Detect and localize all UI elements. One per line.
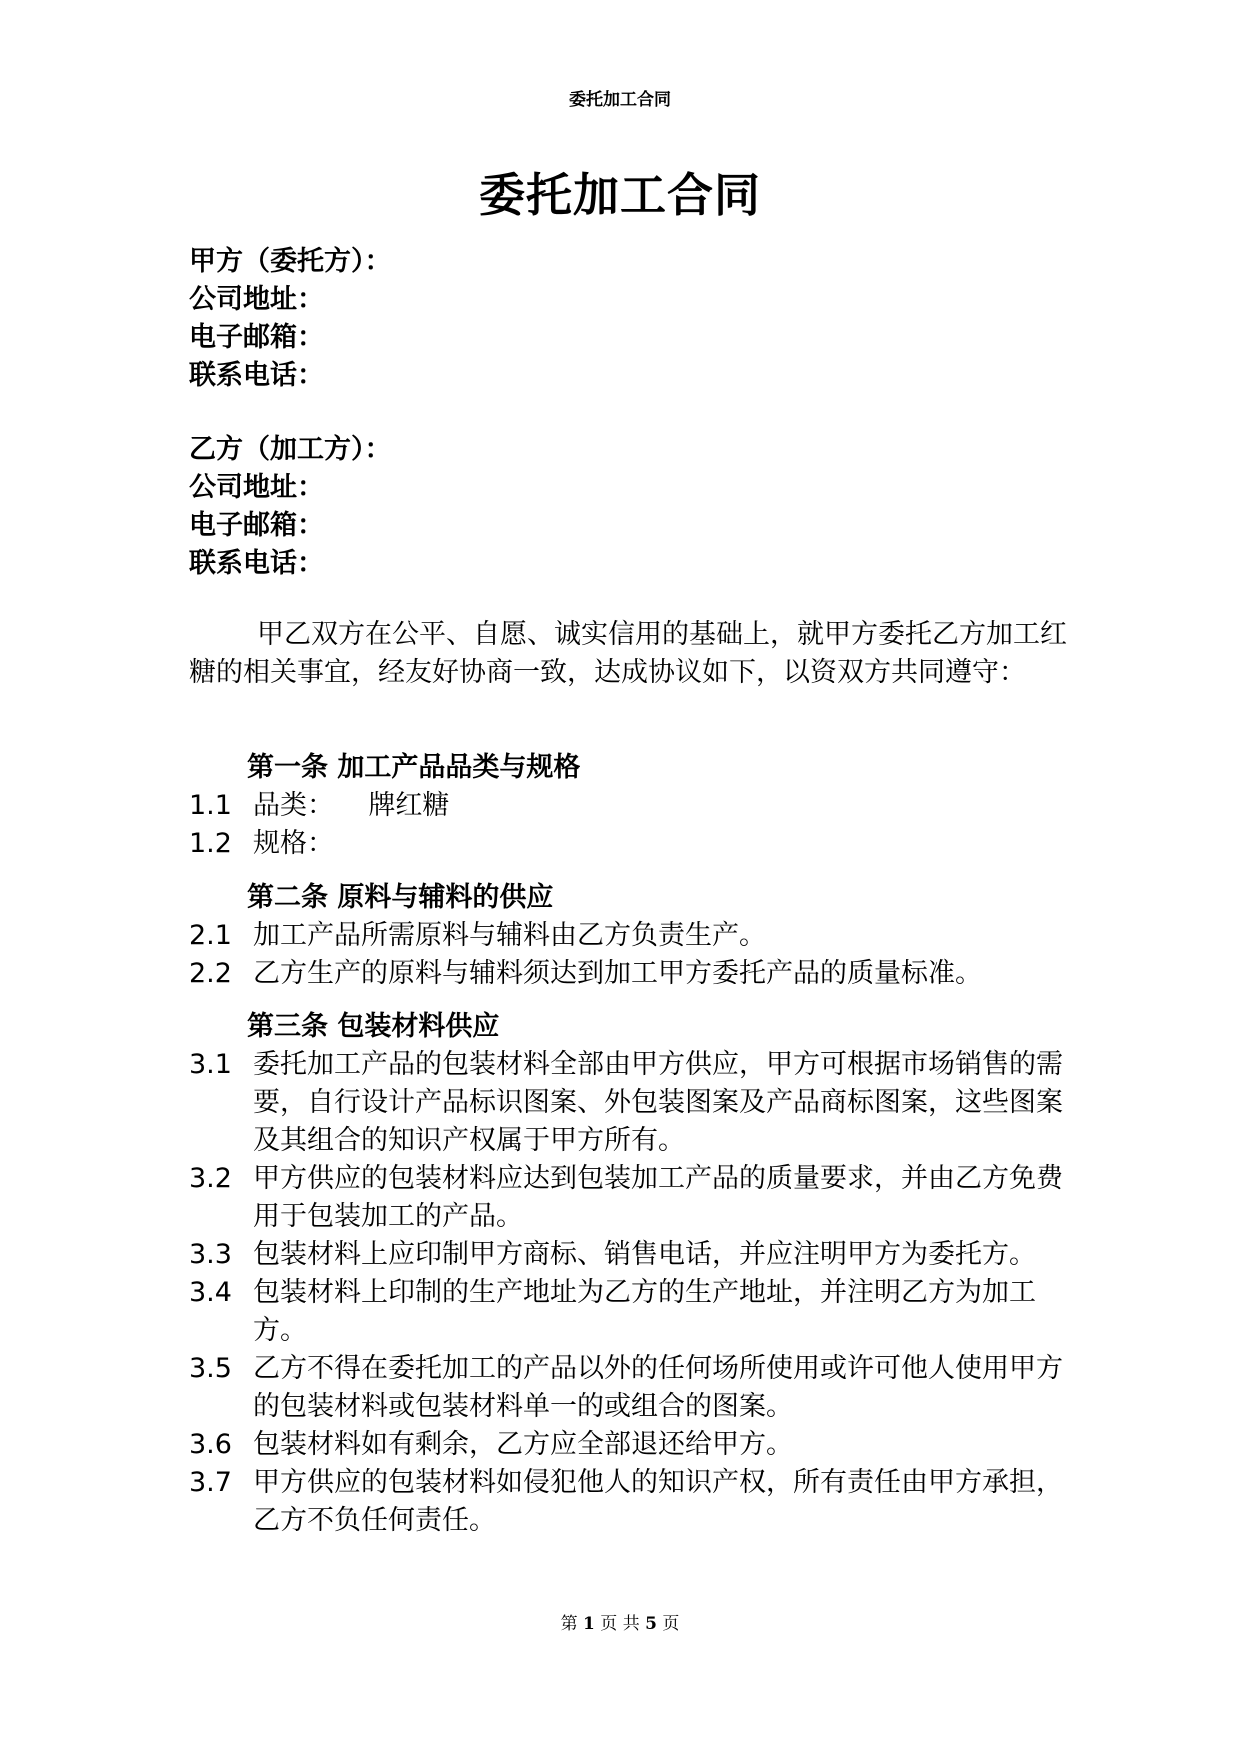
party-b-phone-label: 联系电话： bbox=[189, 548, 324, 579]
clause-number: 3.1 bbox=[189, 1049, 232, 1080]
party-b-block bbox=[189, 431, 1069, 583]
clause-text: 加工产品所需原料与辅料由乙方负责生产。 bbox=[253, 920, 766, 951]
footer-suffix: 页 bbox=[662, 1614, 680, 1634]
clause-item bbox=[189, 1046, 1069, 1160]
clause-number: 2.2 bbox=[189, 958, 232, 989]
clause-item bbox=[189, 787, 1069, 825]
footer-middle: 页 共 bbox=[600, 1614, 640, 1634]
clause-number: 3.7 bbox=[189, 1467, 232, 1498]
footer-total-pages: 5 bbox=[645, 1614, 657, 1634]
section-3 bbox=[189, 1008, 1069, 1540]
clause-item bbox=[189, 917, 1069, 955]
clause-item bbox=[189, 1350, 1069, 1426]
clause-text: 委托加工产品的包装材料全部由甲方供应，甲方可根据市场销售的需要，自行设计产品标识图案、外包装图案及产品商标图案，这些图案及其组合的知识产权属于甲方所有。 bbox=[253, 1049, 1063, 1156]
clause-number: 3.6 bbox=[189, 1429, 232, 1460]
clause-number: 3.2 bbox=[189, 1163, 232, 1194]
section-heading: 第三条 包装材料供应 bbox=[247, 1011, 500, 1042]
clause-text: 甲方供应的包装材料如侵犯他人的知识产权，所有责任由甲方承担，乙方不负任何责任。 bbox=[253, 1467, 1063, 1536]
clause-number: 1.1 bbox=[189, 790, 232, 821]
party-a-phone-label: 联系电话： bbox=[189, 360, 324, 391]
party-a-email-label: 电子邮箱： bbox=[189, 322, 324, 353]
clause-item bbox=[189, 1464, 1069, 1540]
preamble-paragraph: 甲乙双方在公平、自愿、诚实信用的基础上，就甲方委托乙方加工红糖的相关事宜，经友好协商一致，达成协议如下，以资双方共同遵守： bbox=[189, 619, 1067, 688]
footer-prefix: 第 bbox=[560, 1614, 578, 1634]
clause-text: 乙方生产的原料与辅料须达到加工甲方委托产品的质量标准。 bbox=[253, 958, 982, 989]
section-heading: 第二条 原料与辅料的供应 bbox=[247, 882, 554, 913]
clause-number: 3.3 bbox=[189, 1239, 232, 1270]
clause-item bbox=[189, 1160, 1069, 1236]
clause-text: 包装材料上应印制甲方商标、销售电话，并应注明甲方为委托方。 bbox=[253, 1239, 1036, 1270]
clause-text: 甲方供应的包装材料应达到包装加工产品的质量要求，并由乙方免费用于包装加工的产品。 bbox=[253, 1163, 1063, 1232]
clause-number: 1.2 bbox=[189, 828, 232, 859]
footer-page-number: 1 bbox=[583, 1614, 595, 1634]
clause-number: 3.4 bbox=[189, 1277, 232, 1308]
section-2 bbox=[189, 879, 1069, 993]
party-b-email-label: 电子邮箱： bbox=[189, 510, 324, 541]
party-a-address-label: 公司地址： bbox=[189, 284, 324, 315]
clause-text: 乙方不得在委托加工的产品以外的任何场所使用或许可他人使用甲方的包装材料或包装材料单一的或组合的图案。 bbox=[253, 1353, 1063, 1422]
clause-item bbox=[189, 825, 1069, 863]
clause-number: 3.5 bbox=[189, 1353, 232, 1384]
party-b-address-label: 公司地址： bbox=[189, 472, 324, 503]
page-footer bbox=[0, 1612, 1240, 1636]
clause-number: 2.1 bbox=[189, 920, 232, 951]
clause-item bbox=[189, 955, 1069, 993]
party-a-name-label: 甲方（委托方）： bbox=[189, 246, 392, 277]
clause-text: 包装材料如有剩余，乙方应全部退还给甲方。 bbox=[253, 1429, 793, 1460]
clause-text: 包装材料上印制的生产地址为乙方的生产地址，并注明乙方为加工方。 bbox=[253, 1277, 1036, 1346]
section-1 bbox=[189, 749, 1069, 863]
document-title: 委托加工合同 bbox=[479, 168, 761, 222]
clause-item bbox=[189, 1426, 1069, 1464]
section-heading: 第一条 加工产品品类与规格 bbox=[247, 752, 581, 783]
clause-text: 品类： 牌红糖 bbox=[253, 790, 450, 821]
running-header: 委托加工合同 bbox=[569, 90, 671, 110]
clause-item bbox=[189, 1274, 1069, 1350]
party-a-block bbox=[189, 243, 1069, 395]
clause-text: 规格： bbox=[253, 828, 334, 859]
clause-item bbox=[189, 1236, 1069, 1274]
party-b-name-label: 乙方（加工方）： bbox=[189, 434, 392, 465]
